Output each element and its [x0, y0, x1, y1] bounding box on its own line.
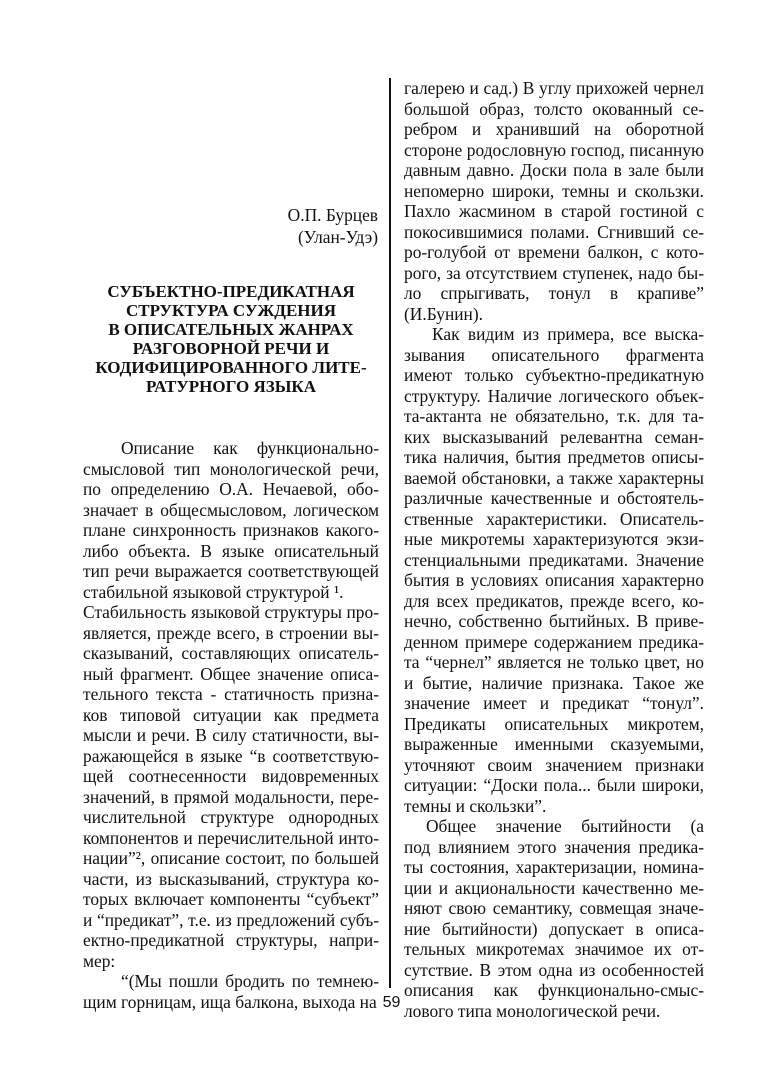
title-line: В ОПИСАТЕЛЬНЫХ ЖАНРАХ	[108, 320, 354, 339]
text-line: ло спрыгивать, тонул в крапиве”	[404, 283, 704, 303]
left-column-text	[83, 438, 379, 1012]
text-line: стенциальными предикатами. Значение	[404, 549, 704, 570]
author-place: (Улан-Удэ)	[297, 227, 378, 247]
text-line: по определению О.А. Нечаевой, обо-	[83, 479, 379, 499]
text-line: няют свою семантику, совмещая значе-	[404, 898, 704, 918]
right-column-text	[404, 78, 704, 1021]
text-line: нации”², описание состоит, по большей	[83, 848, 379, 868]
text-line: бытия в условиях описания характерно	[404, 570, 704, 590]
text-line: значает в общесмысловом, логическом	[83, 499, 379, 520]
title-line: РАТУРНОГО ЯЗЫКА	[145, 377, 317, 396]
text-line: сутствие. В этом одна из особенностей	[404, 959, 704, 980]
text-line: и “предикат”, т.е. из предложений субъ-	[83, 909, 379, 930]
text-line: компонентов и перечислительной инто-	[83, 827, 379, 848]
text-line: непомерно широки, темны и скользки.	[404, 180, 704, 201]
text-line: Стабильность языковой структуры про-	[83, 602, 379, 622]
text-line: ции и акциональности качественно ме-	[404, 877, 704, 898]
text-line: стороне родословную господ, писанную	[404, 139, 704, 160]
text-line: лового типа монологической речи.	[404, 1000, 661, 1021]
text-line: та “чернел” является не только цвет, но	[404, 652, 704, 672]
text-line: галерею и сад.) В углу прихожей чернел	[404, 78, 704, 98]
text-line: уточняют своим значением признаки	[404, 754, 704, 775]
text-line: ких высказываний релевантна семан-	[404, 426, 704, 447]
text-line: Описание как функционально-	[121, 438, 379, 458]
column-divider	[389, 78, 391, 988]
text-line: ребром и хранивший на оборотной	[404, 119, 704, 139]
article-title	[83, 282, 379, 396]
text-line: ственные характеристики. Описатель-	[404, 508, 704, 529]
text-line: мысли и речи. В силу статичности, вы-	[83, 725, 379, 745]
text-line: является, прежде всего, в строении вы-	[83, 622, 379, 643]
text-line: для всех предикатов, прежде всего, ко-	[404, 590, 704, 611]
title-line: СУБЪЕКТНО-ПРЕДИКАТНАЯ	[107, 282, 355, 301]
text-line: тип речи выражается соответствующей	[83, 561, 379, 581]
text-line: под влиянием этого значения предика-	[404, 836, 704, 857]
text-line: темны и скользки”.	[404, 795, 547, 816]
author-name: О.П. Бурцев	[287, 205, 378, 225]
text-line: ков типовой ситуации как предмета	[83, 704, 379, 725]
text-line: сказываний, составляющих описатель-	[83, 643, 379, 663]
text-line: значений, в прямой модальности, пере-	[83, 786, 379, 807]
text-line: ражающейся в языке “в соответствую-	[83, 745, 379, 766]
text-line: имеют только субъектно-предикатную	[404, 365, 704, 385]
text-line: и бытие, наличие признака. Такое же	[404, 672, 704, 693]
text-line: смысловой тип монологической речи,	[83, 458, 379, 479]
text-line: части, из высказываний, структура ко-	[83, 868, 379, 889]
text-line: описания как функционально-смыс-	[404, 980, 704, 1000]
text-line: ро-голубой от времени балкон, с кото-	[404, 242, 704, 262]
title-line: СТРУКТУРА СУЖДЕНИЯ	[125, 301, 337, 320]
text-line: “(Мы пошли бродить по темнею-	[121, 971, 379, 991]
text-line: ные микротемы характеризуются экзи-	[404, 529, 704, 549]
text-line: ный фрагмент. Общее значение описа-	[83, 663, 379, 684]
text-line: щей соотнесенности видовременных	[83, 766, 379, 786]
text-line: различные качественные и обстоятель-	[404, 488, 704, 508]
text-line: значение имеет и предикат “тонул”.	[404, 693, 704, 713]
text-line: Пахло жасмином в старой гостиной с	[404, 201, 704, 221]
text-line: ние бытийности) допускает в описа-	[404, 918, 704, 939]
text-line: тика наличия, бытия предметов описы-	[404, 447, 704, 467]
text-line: тельных микротемах значимое их от-	[404, 939, 704, 959]
text-line: зывания описательного фрагмента	[404, 344, 704, 365]
title-line: РАЗГОВОРНОЙ РЕЧИ И	[132, 339, 330, 358]
text-line: денном примере содержанием предика-	[404, 631, 704, 652]
text-line: ваемой обстановки, а также характерны	[404, 467, 704, 488]
text-line: ектно-предикатной структуры, напри-	[83, 930, 379, 950]
text-line: мер:	[83, 950, 116, 971]
page-number: 59	[382, 994, 401, 1011]
text-line: Общее значение бытийности (а	[426, 816, 704, 836]
text-line: (И.Бунин).	[404, 303, 484, 324]
text-line: большой образ, толсто окованный се-	[404, 98, 704, 119]
text-line: числительной структуре однородных	[83, 807, 379, 827]
text-line: выраженные именными сказуемыми,	[404, 734, 704, 754]
text-line: рого, за отсутствием ступенек, надо бы-	[404, 262, 704, 283]
text-line: давным давно. Доски пола в зале были	[404, 160, 704, 180]
text-line: щим горницам, ища балкона, выхода на	[83, 991, 377, 1012]
text-line: торых включает компоненты “субъект”	[83, 889, 379, 909]
text-line: ты состояния, характеризации, номина-	[404, 857, 704, 877]
text-line: плане синхронность признаков какого-	[83, 520, 379, 540]
text-line: Предикаты описательных микротем,	[404, 713, 704, 734]
text-line: тельного текста - статичность призна-	[83, 684, 379, 704]
text-line: покосившимися полами. Сгнивший се-	[404, 221, 704, 242]
text-line: стабильной языковой структурой ¹.	[83, 581, 344, 602]
text-line: Как видим из примера, все выска-	[432, 324, 704, 344]
text-line: та-актанта не обязательно, т.к. для та-	[404, 406, 704, 426]
text-line: структуру. Наличие логического объек-	[404, 385, 704, 406]
text-line: ситуации: “Доски пола... были широки,	[404, 775, 704, 795]
author-block	[200, 204, 378, 248]
text-line: нечно, собственно бытийных. В приве-	[404, 611, 704, 631]
title-line: КОДИФИЦИРОВАННОГО ЛИТЕ-	[95, 358, 367, 377]
text-line: либо объекта. В языке описательный	[83, 540, 379, 561]
